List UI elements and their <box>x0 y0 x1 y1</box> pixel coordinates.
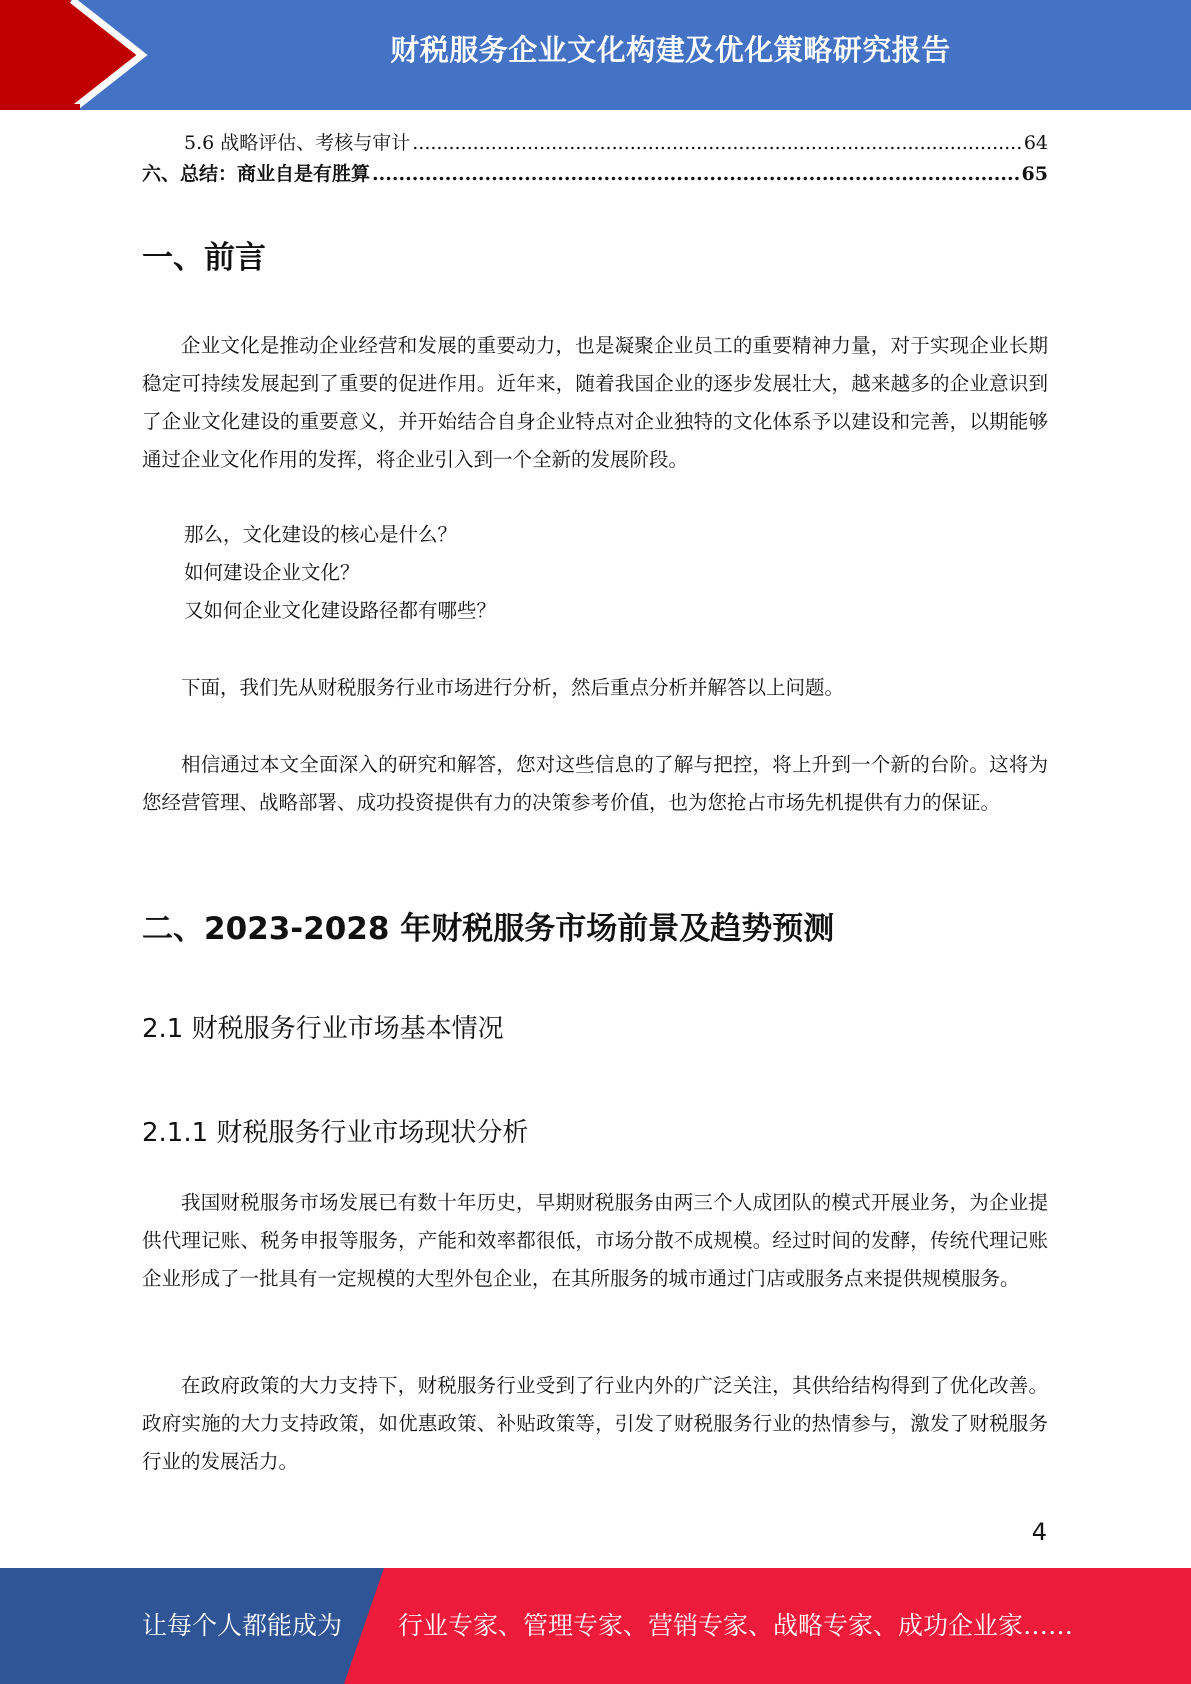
toc-entry[interactable] <box>142 159 1048 189</box>
question-line: 又如何企业文化建设路径都有哪些？ <box>184 599 497 622</box>
toc-leader-dots <box>412 128 1022 158</box>
body-paragraph-2: 在政府政策的大力支持下，财税服务行业受到了行业内外的广泛关注，其供给结构得到了优化改善。政府实施的大力支持政策，如优惠政策、补贴政策等，引发了财税服务行业的热情参与，激发了财税服务行业的发展活力。 <box>142 1374 1048 1473</box>
question-line: 那么，文化建设的核心是什么？ <box>184 523 458 546</box>
preface-paragraph-2: 下面，我们先从财税服务行业市场进行分析，然后重点分析并解答以上问题。 <box>181 676 845 699</box>
footer-slogan-right: 行业专家、管理专家、营销专家、战略专家、成功企业家…… <box>398 1611 1074 1640</box>
question-line: 如何建设企业文化？ <box>184 561 360 584</box>
toc-leader-dots <box>372 159 1020 189</box>
footer-slogan-left: 让每个人都能成为 <box>142 1611 343 1640</box>
page-footer <box>0 1568 1191 1684</box>
header-red-underline <box>0 104 80 110</box>
toc-entry-page: 65 <box>1021 163 1048 185</box>
page-header <box>0 0 1191 110</box>
header-title: 财税服务企业文化构建及优化策略研究报告 <box>390 33 951 67</box>
toc-entry[interactable] <box>184 128 1048 158</box>
toc-entry-label: 六、总结：商业自是有胜算 <box>142 163 371 185</box>
subsection-heading-2-1: 2.1 财税服务行业市场基本情况 <box>142 1014 504 1044</box>
header-red-arrow <box>0 0 140 110</box>
section-heading-preface: 一、前言 <box>142 240 266 276</box>
toc-entry-label: 5.6 战略评估、考核与审计 <box>184 132 411 154</box>
toc-entry-page: 64 <box>1023 132 1048 154</box>
subsection-heading-2-1-1: 2.1.1 财税服务行业市场现状分析 <box>142 1118 529 1148</box>
body-paragraph-1: 我国财税服务市场发展已有数十年历史，早期财税服务由两三个人成团队的模式开展业务，为企业提供代理记账、税务申报等服务，产能和效率都很低，市场分散不成规模。经过时间的发酵，传统代理记账企业形成了一批具有一定规模的大型外包企业，在其所服务的城市通过门店或服务点来提供规模服务。 <box>142 1191 1048 1290</box>
preface-paragraph-3: 相信通过本文全面深入的研究和解答，您对这些信息的了解与把控，将上升到一个新的台阶。这将为您经营管理、战略部署、成功投资提供有力的决策参考价值，也为您抢占市场先机提供有力的保证。 <box>142 753 1048 814</box>
page-number: 4 <box>1031 1518 1047 1546</box>
section-heading-chapter-2: 二、2023-2028 年财税服务市场前景及趋势预测 <box>142 911 835 947</box>
preface-paragraph-1: 企业文化是推动企业经营和发展的重要动力，也是凝聚企业员工的重要精神力量，对于实现企业长期稳定可持续发展起到了重要的促进作用。近年来，随着我国企业的逐步发展壮大，越来越多的企业意识到了企业文化建设的重要意义，并开始结合自身企业特点对企业独特的文化体系予以建设和完善，以期能够通过企业文化作用的发挥，将企业引入到一个全新的发展阶段。 <box>142 334 1048 471</box>
